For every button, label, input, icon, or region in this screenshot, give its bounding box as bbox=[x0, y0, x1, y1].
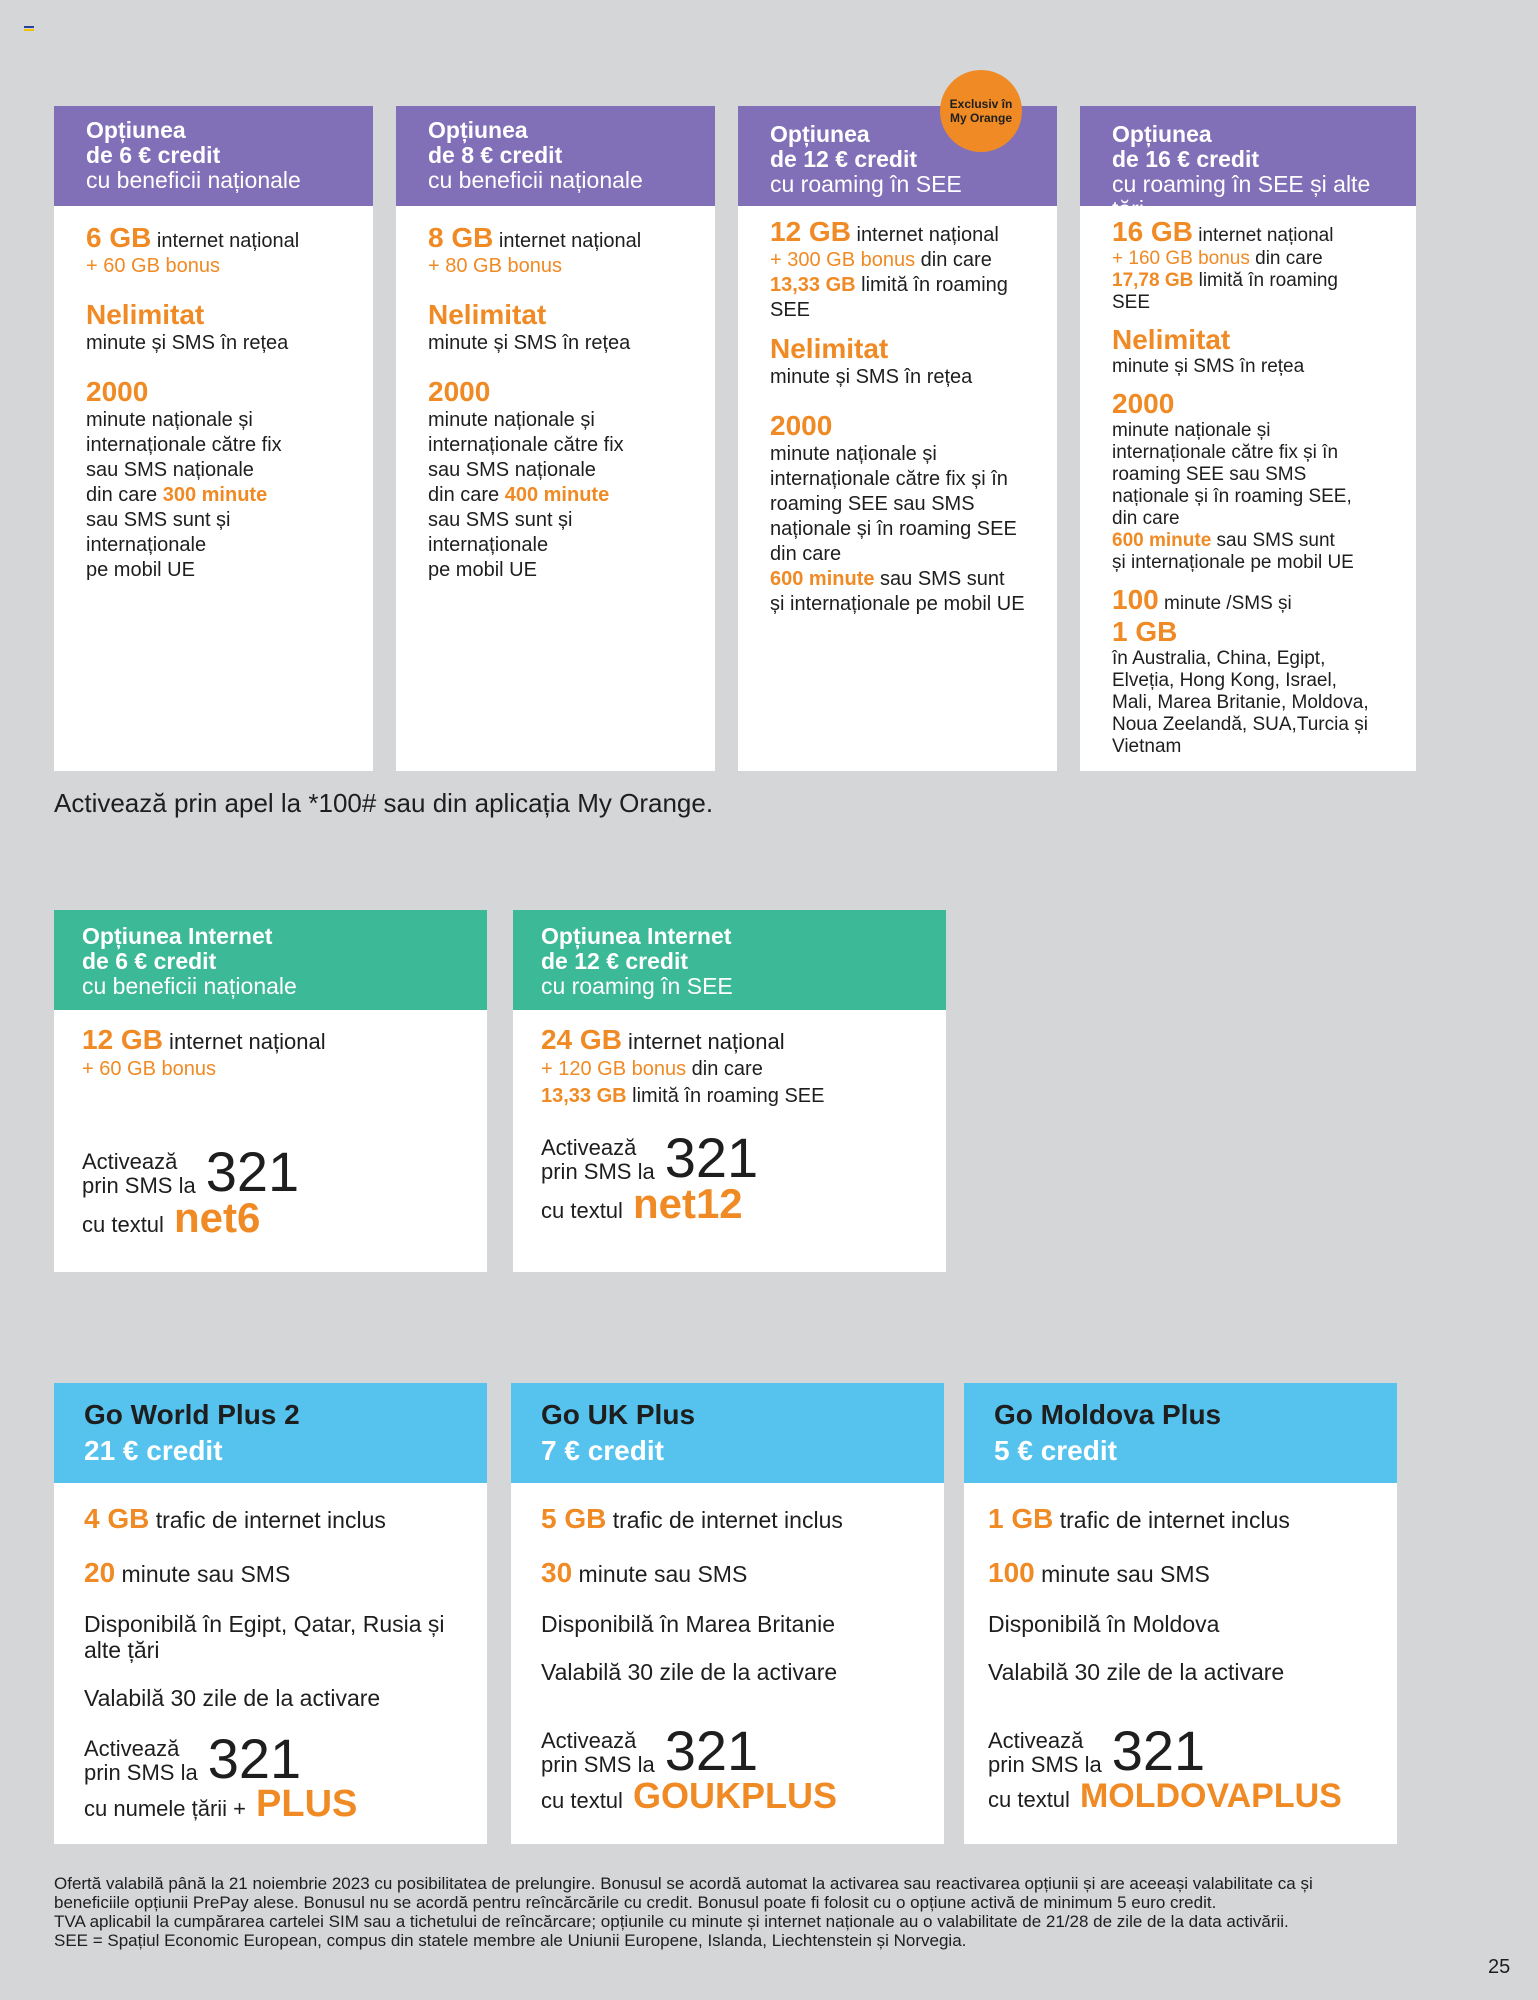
minutes-line: minute naționale și bbox=[1112, 420, 1271, 441]
unlimited-label: minute și SMS în rețea bbox=[428, 332, 631, 354]
minutes-label: minute sau SMS bbox=[572, 1561, 748, 1587]
activate-label: Activează bbox=[82, 1149, 178, 1174]
option-card-16 bbox=[1080, 106, 1416, 771]
minutes-line: minute naționale și bbox=[86, 409, 253, 431]
option-subtitle: cu roaming în SEE bbox=[541, 973, 733, 999]
disclaimer-line: TVA aplicabil la cumpărarea cartelei SIM sau a tichetului de reîncărcare; opțiunile cu minute și internet naționale au o valabilitate de 21/28 de zile de la data activării. bbox=[54, 1912, 1289, 1931]
code-label: cu textul bbox=[541, 1788, 623, 1813]
unlimited-label: minute și SMS în rețea bbox=[86, 332, 289, 354]
minutes-amount: 2000 bbox=[1112, 388, 1175, 419]
flag-icon bbox=[24, 26, 34, 32]
activate-label: Activează bbox=[988, 1728, 1084, 1753]
go-option-body bbox=[54, 1483, 487, 1825]
intl-countries: Mali, Marea Britanie, Moldova, bbox=[1112, 692, 1369, 713]
minutes-highlight: 600 minute bbox=[1112, 530, 1212, 551]
unlimited-text: Nelimitat bbox=[428, 299, 547, 330]
go-uk-card bbox=[511, 1383, 944, 1844]
option-credit: de 6 € credit bbox=[86, 142, 221, 168]
roaming-limit-label: limită în roaming bbox=[855, 274, 1008, 296]
sms-activation bbox=[988, 1719, 1381, 1782]
minutes-line: sau SMS sunt bbox=[1211, 530, 1335, 551]
option-credit: de 12 € credit bbox=[770, 146, 918, 172]
option-card-12 bbox=[738, 106, 1057, 771]
data-label: internet național bbox=[151, 230, 300, 252]
option-card-8 bbox=[396, 106, 715, 771]
data-label: internet național bbox=[621, 1029, 785, 1054]
minutes-line: internaționale către fix bbox=[428, 434, 624, 456]
roaming-limit-label: SEE bbox=[1112, 292, 1151, 313]
bonus-text: + 160 GB bonus bbox=[1112, 248, 1250, 269]
data-amount: 16 GB bbox=[1112, 216, 1193, 247]
roaming-limit: 13,33 GB bbox=[541, 1085, 627, 1107]
data-label: trafic de internet inclus bbox=[149, 1507, 386, 1533]
data-amount: 5 GB bbox=[541, 1503, 607, 1534]
intl-countries: Vietnam bbox=[1112, 736, 1182, 757]
minutes-highlight: 300 minute bbox=[162, 484, 268, 506]
bonus-tail: din care bbox=[915, 249, 992, 271]
sms-label: prin SMS la bbox=[82, 1173, 196, 1198]
go-option-credit: 21 € credit bbox=[84, 1435, 223, 1466]
data-label: internet național bbox=[1192, 225, 1334, 246]
intl-countries: Elveția, Hong Kong, Israel, bbox=[1112, 670, 1337, 691]
go-option-header bbox=[511, 1383, 944, 1483]
minutes-amount: 2000 bbox=[428, 376, 491, 407]
internet-option-card-6 bbox=[54, 910, 487, 1272]
minutes-amount: 2000 bbox=[770, 410, 833, 441]
option-subtitle: cu roaming în SEE și alte țări bbox=[1112, 171, 1371, 222]
unlimited-label: minute și SMS în rețea bbox=[1112, 356, 1305, 377]
minutes-highlight: 400 minute bbox=[504, 484, 610, 506]
minutes-line: internaționale către fix bbox=[86, 434, 282, 456]
bonus-text: + 300 GB bonus bbox=[770, 249, 916, 271]
code-label: cu numele țării + bbox=[84, 1796, 247, 1821]
data-label: internet național bbox=[493, 230, 642, 252]
sms-activation bbox=[541, 1126, 918, 1189]
activate-label: Activează bbox=[84, 1736, 180, 1761]
data-amount: 4 GB bbox=[84, 1503, 150, 1534]
internet-option-card-12 bbox=[513, 910, 946, 1272]
activate-label: Activează bbox=[541, 1135, 637, 1160]
data-label: trafic de internet inclus bbox=[1053, 1507, 1290, 1533]
minutes-line: pe mobil UE bbox=[428, 559, 537, 581]
activate-label: Activează bbox=[541, 1728, 637, 1753]
sms-activation bbox=[82, 1140, 459, 1203]
minutes-label: minute sau SMS bbox=[1034, 1561, 1210, 1587]
internet-option-header bbox=[513, 910, 946, 1010]
minutes-line: minute naționale și bbox=[428, 409, 595, 431]
sms-code: GOUKPLUS bbox=[632, 1775, 837, 1816]
option-body bbox=[738, 206, 1057, 617]
sms-label: prin SMS la bbox=[541, 1159, 655, 1184]
option-subtitle: cu beneficii naționale bbox=[428, 167, 643, 193]
option-card-6 bbox=[54, 106, 373, 771]
disclaimer-line: beneficiile opțiunii PrePay alese. Bonusul nu se acordă pentru reîncărcările cu credit. Bonusul poate fi folosit cu o opțiune activă de minimum 5 euro credit. bbox=[54, 1893, 1217, 1912]
sms-code: net12 bbox=[632, 1180, 743, 1227]
data-amount: 1 GB bbox=[988, 1503, 1054, 1534]
code-row bbox=[82, 1194, 459, 1241]
go-option-title: Go Moldova Plus bbox=[994, 1399, 1222, 1430]
code-label: cu textul bbox=[988, 1787, 1070, 1812]
option-body bbox=[54, 206, 373, 583]
availability-text: Disponibilă în Marea Britanie bbox=[541, 1611, 836, 1637]
data-label: trafic de internet inclus bbox=[606, 1507, 843, 1533]
option-subtitle: cu beneficii naționale bbox=[86, 167, 301, 193]
minutes-line: naționale și în roaming SEE, bbox=[1112, 486, 1352, 507]
minutes-amount: 2000 bbox=[86, 376, 149, 407]
go-option-credit: 5 € credit bbox=[994, 1435, 1117, 1466]
option-credit: de 6 € credit bbox=[82, 948, 217, 974]
intl-minutes: 100 bbox=[1112, 584, 1159, 615]
validity-text: Valabilă 30 zile de la activare bbox=[988, 1659, 1285, 1685]
availability-text: Disponibilă în Moldova bbox=[988, 1611, 1220, 1637]
sms-label: prin SMS la bbox=[541, 1752, 655, 1777]
code-row bbox=[84, 1783, 457, 1825]
code-label: cu textul bbox=[82, 1212, 164, 1237]
data-amount: 12 GB bbox=[770, 216, 851, 247]
intl-countries: în Australia, China, Egipt, bbox=[1112, 648, 1326, 669]
sms-number: 321 bbox=[205, 1140, 300, 1203]
data-amount: 12 GB bbox=[82, 1024, 163, 1055]
minutes-line: internaționale bbox=[86, 534, 207, 556]
sms-label: prin SMS la bbox=[84, 1760, 198, 1785]
unlimited-label: minute și SMS în rețea bbox=[770, 366, 973, 388]
minutes-line: din care bbox=[86, 484, 163, 506]
minutes-line: naționale și în roaming SEE bbox=[770, 518, 1017, 540]
intl-data: 1 GB bbox=[1112, 616, 1178, 647]
sms-number: 321 bbox=[664, 1719, 759, 1782]
minutes-line: pe mobil UE bbox=[86, 559, 195, 581]
footer-disclaimer bbox=[54, 1874, 1454, 1950]
sms-number: 321 bbox=[207, 1727, 302, 1790]
option-subtitle: cu roaming în SEE bbox=[770, 171, 962, 197]
minutes-label: minute sau SMS bbox=[115, 1561, 291, 1587]
data-amount: 24 GB bbox=[541, 1024, 622, 1055]
option-credit: de 8 € credit bbox=[428, 142, 563, 168]
go-option-credit: 7 € credit bbox=[541, 1435, 664, 1466]
sms-code: MOLDOVAPLUS bbox=[1079, 1777, 1342, 1815]
option-header bbox=[396, 106, 715, 206]
option-credit: de 12 € credit bbox=[541, 948, 689, 974]
option-body bbox=[1080, 206, 1416, 758]
minutes-line: sau SMS sunt și bbox=[428, 509, 573, 531]
internet-option-header bbox=[54, 910, 487, 1010]
go-option-body bbox=[511, 1483, 944, 1814]
minutes-line: internaționale către fix și în bbox=[770, 468, 1008, 490]
minutes-amount: 30 bbox=[541, 1557, 573, 1588]
minutes-line: sau SMS sunt bbox=[874, 568, 1005, 590]
minutes-line: și internaționale pe mobil UE bbox=[770, 593, 1025, 615]
sms-code: net6 bbox=[173, 1194, 261, 1241]
option-title: Opțiunea bbox=[770, 121, 870, 147]
availability-text: Disponibilă în Egipt, Qatar, Rusia și bbox=[84, 1611, 445, 1637]
minutes-amount: 100 bbox=[988, 1557, 1035, 1588]
minutes-line: din care bbox=[1112, 508, 1180, 529]
go-option-header bbox=[54, 1383, 487, 1483]
roaming-limit-label: limită în roaming bbox=[1193, 270, 1338, 291]
minutes-line: internaționale către fix și în bbox=[1112, 442, 1339, 463]
minutes-line: minute naționale și bbox=[770, 443, 937, 465]
disclaimer-line: Ofertă valabilă până la 21 noiembrie 2023 cu posibilitatea de prelungire. Bonusul se acordă automat la activarea sau reactivarea opțiunii și are aceeași valabilitate ca și bbox=[54, 1874, 1313, 1893]
data-label: internet național bbox=[850, 224, 999, 246]
bonus-tail: din care bbox=[1249, 248, 1323, 269]
option-title: Opțiunea bbox=[86, 117, 186, 143]
minutes-line: și internaționale pe mobil UE bbox=[1112, 552, 1354, 573]
option-header bbox=[54, 106, 373, 206]
unlimited-text: Nelimitat bbox=[770, 333, 889, 364]
sms-number: 321 bbox=[664, 1126, 759, 1189]
sms-label: prin SMS la bbox=[988, 1752, 1102, 1777]
go-option-title: Go World Plus 2 bbox=[84, 1399, 300, 1430]
minutes-line: sau SMS naționale bbox=[86, 459, 254, 481]
code-row bbox=[988, 1777, 1381, 1815]
roaming-limit-label: SEE bbox=[770, 299, 811, 321]
code-label: cu textul bbox=[541, 1198, 623, 1223]
internet-option-body bbox=[513, 1010, 946, 1227]
option-title: Opțiunea bbox=[428, 117, 528, 143]
sms-activation bbox=[541, 1719, 914, 1782]
badge-line-2: My Orange bbox=[949, 111, 1012, 125]
availability-text: alte țări bbox=[84, 1637, 160, 1663]
go-option-body bbox=[964, 1483, 1397, 1813]
go-moldova-card bbox=[964, 1383, 1397, 1844]
option-title: Opțiunea Internet bbox=[541, 923, 732, 949]
minutes-line: internaționale bbox=[428, 534, 549, 556]
roaming-limit: 17,78 GB bbox=[1112, 270, 1194, 291]
badge-line-1: Exclusiv în bbox=[949, 97, 1013, 111]
validity-text: Valabilă 30 zile de la activare bbox=[84, 1685, 381, 1711]
go-world-card bbox=[54, 1383, 487, 1844]
roaming-limit-label: limită în roaming SEE bbox=[626, 1085, 825, 1107]
activate-note: Activează prin apel la *100# sau din aplicația My Orange. bbox=[54, 788, 714, 818]
bonus-tail: din care bbox=[686, 1058, 763, 1080]
minutes-line: sau SMS sunt și bbox=[86, 509, 231, 531]
intl-countries: Noua Zeelandă, SUA,Turcia și bbox=[1112, 714, 1368, 735]
page-number: 25 bbox=[1488, 1956, 1511, 1978]
option-subtitle: cu beneficii naționale bbox=[82, 973, 297, 999]
minutes-line: din care bbox=[428, 484, 505, 506]
data-label: internet național bbox=[162, 1029, 326, 1054]
data-amount: 6 GB bbox=[86, 222, 152, 253]
minutes-amount: 20 bbox=[84, 1557, 116, 1588]
minutes-line: sau SMS naționale bbox=[428, 459, 596, 481]
internet-option-body bbox=[54, 1010, 487, 1241]
exclusive-badge bbox=[940, 70, 1022, 152]
option-header bbox=[1080, 106, 1416, 222]
bonus-text: + 120 GB bonus bbox=[541, 1058, 687, 1080]
bonus-text: + 80 GB bonus bbox=[428, 255, 562, 277]
option-title: Opțiunea Internet bbox=[82, 923, 273, 949]
sms-activation bbox=[84, 1727, 457, 1790]
go-option-header bbox=[964, 1383, 1397, 1483]
bonus-text: + 60 GB bonus bbox=[86, 255, 220, 277]
bonus-text: + 60 GB bonus bbox=[82, 1058, 216, 1080]
go-option-title: Go UK Plus bbox=[541, 1399, 696, 1430]
minutes-line: din care bbox=[770, 543, 842, 565]
unlimited-text: Nelimitat bbox=[1112, 324, 1231, 355]
disclaimer-line: SEE = Spațiul Economic European, compus din statele membre ale Uniunii Europene, Islanda, Liechtenstein și Norvegia. bbox=[54, 1931, 967, 1950]
minutes-line: roaming SEE sau SMS bbox=[770, 493, 975, 515]
intl-minutes-label: minute /SMS și bbox=[1158, 593, 1292, 614]
data-amount: 8 GB bbox=[428, 222, 494, 253]
sms-number: 321 bbox=[1111, 1719, 1206, 1782]
minutes-line: roaming SEE sau SMS bbox=[1112, 464, 1307, 485]
option-body bbox=[396, 206, 715, 583]
minutes-highlight: 600 minute bbox=[770, 568, 875, 590]
roaming-limit: 13,33 GB bbox=[770, 274, 856, 296]
code-row bbox=[541, 1180, 918, 1227]
option-credit: de 16 € credit bbox=[1112, 146, 1260, 172]
sms-code: PLUS bbox=[256, 1783, 358, 1825]
validity-text: Valabilă 30 zile de la activare bbox=[541, 1659, 838, 1685]
unlimited-text: Nelimitat bbox=[86, 299, 205, 330]
option-title: Opțiunea bbox=[1112, 121, 1212, 147]
code-row bbox=[541, 1775, 914, 1816]
